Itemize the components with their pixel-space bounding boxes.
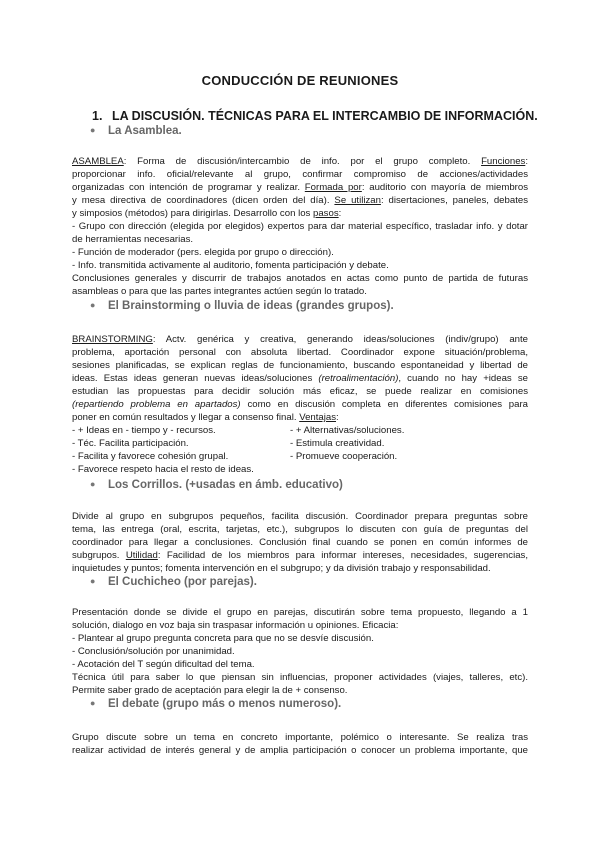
text-line: tema, las entrega (oral, escrita, tarjetas, etc.), subgrupos lo discuten con guía de preguntas del bbox=[72, 524, 528, 535]
bullet-debate bbox=[90, 698, 341, 710]
list-item bbox=[72, 463, 528, 476]
text-span: ideas. Estas ideas generan nuevas ideas/soluciones bbox=[72, 373, 313, 384]
text-span: , cuando no hay +ideas se bbox=[398, 373, 528, 384]
cuchicheo-paragraph bbox=[72, 606, 528, 697]
text-span: : disertaciones, paneles, debates bbox=[380, 195, 528, 206]
section-title: LA DISCUSIÓN. TÉCNICAS PARA EL INTERCAMBIO DE INFORMACIÓN. bbox=[112, 109, 538, 123]
ventaja-item: - Facilita y favorece cohesión grupal. bbox=[72, 451, 229, 462]
ventaja-item: - Promueve cooperación. bbox=[290, 451, 398, 462]
text-line: solución, dialogo en voz baja sin traspasar información u opiniones. Eficacia: bbox=[72, 620, 399, 631]
text-line: estudian las propuestas para decidir solución más eficaz, se puede realizar en comisiones bbox=[72, 386, 528, 397]
text-line bbox=[72, 549, 528, 562]
ventaja-item: - + Ideas en - tiempo y - recursos. bbox=[72, 425, 216, 436]
bullet-corrillos bbox=[90, 479, 343, 491]
term-repartiendo: (repartiendo problema en apartados) bbox=[72, 399, 241, 410]
text-span: y mesa directiva de coordinadores (dicen orden del día). bbox=[72, 195, 330, 206]
text-line: coordinador para llegar a conclusiones. Conclusión final cuando se ponen en común informes de bbox=[72, 537, 528, 548]
text-line: Permite saber grado de aceptación para elegir la de + consenso. bbox=[72, 685, 348, 696]
term-ventajas: Ventajas bbox=[299, 412, 337, 423]
text-span: : auditorio con mayoría de miembros bbox=[361, 182, 529, 193]
text-line bbox=[72, 207, 528, 220]
ventajas-list bbox=[72, 424, 528, 476]
term-funciones: Funciones bbox=[481, 156, 526, 167]
text-span: : Forma de discusión/intercambio de info. por el grupo completo. bbox=[123, 156, 471, 167]
text-line: problema, aportación personal con absoluta libertad. Coordinador expone situación/problema, bbox=[72, 347, 528, 358]
text-span: : bbox=[336, 412, 339, 423]
text-span: : Actv. genérica y creativa, generando ideas/soluciones (indiv/grupo) ante bbox=[152, 334, 528, 345]
term-utilidad: Utilidad bbox=[125, 550, 158, 561]
text-span: subgrupos. bbox=[72, 550, 120, 561]
text-line: - Info. transmitida activamente al auditorio, fomenta participación y debate. bbox=[72, 260, 389, 271]
text-line: - Grupo con dirección (elegida por elegidos) expertos para dar material específico, trasladar info. y dotar bbox=[72, 221, 528, 232]
term-formada-por: Formada por bbox=[304, 182, 362, 193]
text-line: realizar actividad de interés general y de amplia participación o conocer un problema importante, que bbox=[72, 745, 528, 756]
text-line bbox=[72, 194, 528, 207]
bullet-dot-icon: ● bbox=[90, 300, 96, 310]
text-line: Presentación donde se divide el grupo en parejas, discutirán sobre tema propuesto, llegando a 1 bbox=[72, 607, 528, 618]
text-line: - Plantear al grupo pregunta concreta para que no se desvíe discusión. bbox=[72, 633, 374, 644]
text-line bbox=[72, 333, 528, 346]
text-span: : bbox=[338, 208, 342, 219]
text-span: organizadas con intención de programar y realizar. bbox=[72, 182, 301, 193]
bullet-cuchicheo-label: El Cuchicheo (por parejas). bbox=[108, 576, 257, 588]
bullet-asamblea-label: La Asamblea. bbox=[108, 125, 182, 137]
text-line: sesiones planificadas, se explican reglas de funcionamiento, buscando espontaneidad y libertad de bbox=[72, 360, 528, 371]
text-span: : Facilidad de los miembros para informar intereses, necesidades, sugerencias, bbox=[157, 550, 528, 561]
text-line: - Acotación del T según dificultad del tema. bbox=[72, 659, 255, 670]
bullet-corrillos-label: Los Corrillos. (+usadas en ámb. educativo) bbox=[108, 479, 343, 491]
ventaja-item: - Estimula creatividad. bbox=[290, 438, 385, 449]
bullet-dot-icon: ● bbox=[90, 125, 96, 135]
text-line: de herramientas necesarias. bbox=[72, 234, 194, 245]
term-pasos: pasos bbox=[313, 208, 339, 219]
ventaja-item: - Favorece respeto hacia el resto de ideas. bbox=[72, 464, 254, 475]
ventaja-item: - Téc. Facilita participación. bbox=[72, 438, 189, 449]
text-line bbox=[72, 372, 528, 385]
section-heading bbox=[92, 109, 538, 123]
bullet-dot-icon: ● bbox=[90, 479, 96, 489]
list-item bbox=[72, 450, 528, 463]
document-title: CONDUCCIÓN DE REUNIONES bbox=[201, 73, 399, 88]
text-line: Grupo discute sobre un tema en concreto importante, polémico o interesante. Se realiza tras bbox=[72, 732, 528, 743]
section-number: 1. bbox=[92, 109, 103, 123]
text-line: asambleas o para que las partes integrantes actúen según lo tratado. bbox=[72, 286, 367, 297]
term-retroalimentacion: (retroalimentación) bbox=[318, 373, 399, 384]
bullet-dot-icon: ● bbox=[90, 698, 96, 708]
text-span: : bbox=[525, 156, 528, 167]
bullet-cuchicheo bbox=[90, 576, 257, 588]
text-line: Conclusiones generales y discurrir de trabajos anotados en actas como punto de partida de futuras bbox=[72, 273, 528, 284]
ventaja-item: - + Alternativas/soluciones. bbox=[290, 425, 405, 436]
bullet-dot-icon: ● bbox=[90, 576, 96, 586]
asamblea-paragraph bbox=[72, 155, 528, 298]
bullet-asamblea bbox=[90, 125, 182, 137]
corrillos-paragraph bbox=[72, 510, 528, 575]
text-line bbox=[72, 411, 528, 424]
bullet-brainstorming-label: El Brainstorming o lluvia de ideas (grandes grupos). bbox=[108, 300, 394, 312]
text-line: Técnica útil para saber lo que piensan sin influencias, proponer actividades (viajes, talleres, etc). bbox=[72, 672, 528, 683]
text-line bbox=[72, 398, 528, 411]
term-asamblea: ASAMBLEA bbox=[72, 156, 124, 167]
text-line: proporcionar info. oficial/relevante al grupo, confirmar compromiso de acciones/actividades bbox=[72, 169, 528, 180]
text-line: Divide al grupo en subgrupos pequeños, facilita discusión. Coordinador prepara preguntas sobre bbox=[72, 511, 528, 522]
text-line bbox=[72, 181, 528, 194]
list-item bbox=[72, 437, 528, 450]
bullet-debate-label: El debate (grupo más o menos numeroso). bbox=[108, 698, 342, 710]
text-line: - Conclusión/solución por unanimidad. bbox=[72, 646, 235, 657]
term-brainstorming: BRAINSTORMING bbox=[72, 334, 153, 345]
text-line bbox=[72, 155, 528, 168]
text-span: poner en común resultados y llegar a consenso final. bbox=[72, 412, 297, 423]
debate-paragraph bbox=[72, 731, 528, 757]
list-item bbox=[72, 424, 528, 437]
term-se-utilizan: Se utilizan bbox=[334, 195, 381, 206]
text-line: - Función de moderador (pers. elegida por grupo o dirección). bbox=[72, 247, 334, 258]
text-line: inquietudes y puntos; fomenta intervención en el subgrupo; y da división trabajo y responsabilidad. bbox=[72, 563, 491, 574]
text-span: y simposios (métodos) para dirigirlas. Desarrollo con los bbox=[72, 208, 311, 219]
bullet-brainstorming bbox=[90, 300, 394, 312]
text-span: como en discusión completa en diferentes comisiones para bbox=[247, 399, 528, 410]
brainstorming-paragraph bbox=[72, 333, 528, 424]
